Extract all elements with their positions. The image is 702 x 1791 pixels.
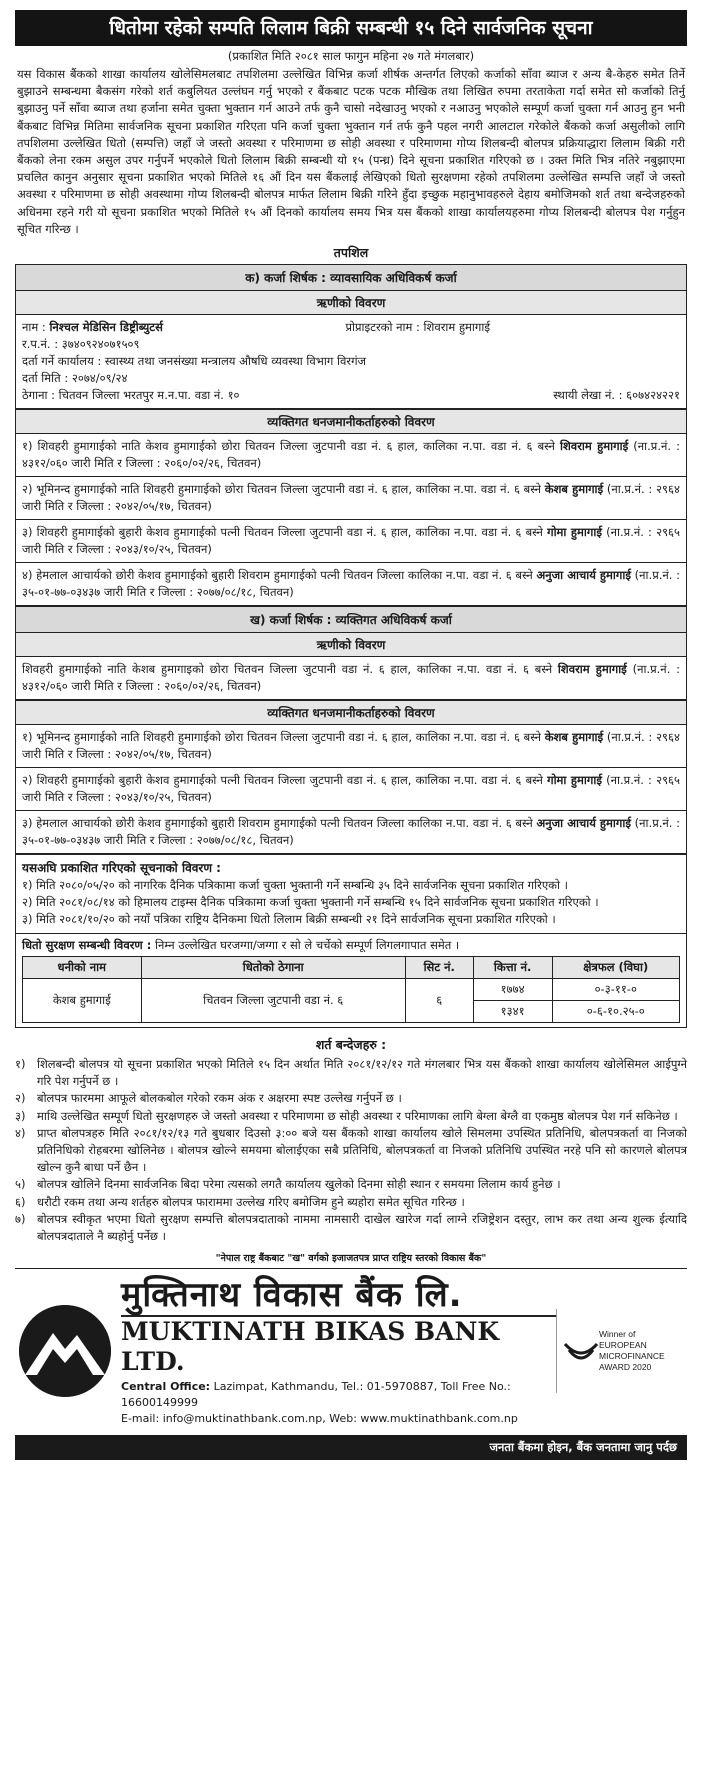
registration-office: दर्ता गर्ने कार्यालय : स्वास्थ्य तथा जनसंख्या मन्त्रालय औषधि व्यवस्था विभाग विरगंज bbox=[22, 354, 367, 369]
term-item: २) बोलपत्र फारममा आफूले बोलकबोल गरेको रकम अंक र अक्षरमा स्पष्ट उल्लेख गर्नुपर्ने छ । bbox=[15, 1091, 402, 1106]
area-cell: ०-६-१०.२५-० bbox=[552, 1001, 679, 1023]
schedule-table bbox=[15, 264, 687, 1028]
pan-number: र.प.नं. : ३७४०९२४०७१५०९ bbox=[22, 337, 140, 352]
section-a-guarantor-heading: व्यक्तिगत धनजमानीकर्ताहरुको विवरण bbox=[16, 409, 686, 434]
kitta-cell: १७७४ bbox=[473, 979, 552, 1001]
previous-notice-item: ३) मिति २०८१/१०/२० को नयाँ पत्रिका राष्ट्रिय दैनिकमा धितो लिलाम बिक्री सम्बन्धी २१ दिने सार्वजनिक सूचना प्रकाशित गरिएको । bbox=[22, 912, 556, 927]
borrower-address: ठेगाना : चितवन जिल्ला भरतपुर म.न.पा. वडा नं. १० bbox=[22, 388, 240, 403]
registration-date: दर्ता मिति : २०७४/०९/२४ bbox=[22, 371, 128, 386]
guarantor-item: १) शिवहरी हुमागाईको नाति केशव हुमागाईको छोरा चितवन जिल्ला जुटपानी वडा नं. ६ हाल, कालिका न.पा. वडा नं. ६ बस्ने शिवराम हुमागाई (ना.प्र.नं. : ४३१२/०६० जारी मिति र जिल्ला : २०६०/०२/२६, चितवन) bbox=[16, 434, 686, 477]
award-badge bbox=[556, 1309, 683, 1393]
bank-tagline: जनता बैंकमा होइन, बैंक जनतामा जानु पर्दछ bbox=[15, 1435, 687, 1460]
sheet-cell: ६ bbox=[405, 979, 473, 1023]
security-details bbox=[16, 933, 686, 1027]
bank-name-nepali: मुक्तिनाथ विकास बैंक लि. bbox=[121, 1275, 463, 1316]
term-item: ६) धरौटी रकम तथा अन्य शर्तहरु बोलपत्र फाराममा उल्लेख गरिए बमोजिम हुने ब्यहोरा समेत सूचित गरिन्छ । bbox=[15, 1194, 465, 1209]
owner-cell: केशब हुमागाई bbox=[23, 979, 142, 1023]
term-item: ५) बोलपत्र खोलिने दिनमा सार्वजनिक बिदा परेमा त्यसको लगतै कार्यालय खुलेको दिनमा सोही स्थान र समयमा लिलाम कार्य हुनेछ । bbox=[15, 1177, 561, 1192]
location-cell: चितवन जिल्ला जुटपानी वडा नं. ६ bbox=[141, 979, 405, 1023]
previous-notice-item: १) मिति २०८०/०५/२० को नागरिक दैनिक पत्रिकामा कर्जा चुक्ता भुक्तानी गर्ने सम्बन्धि ३५ दिने सार्वजनिक सूचना प्रकाशित गरिएको । bbox=[22, 878, 569, 893]
section-a-borrower-heading: ऋणीको विवरण bbox=[16, 291, 686, 315]
schedule-heading: तपशिल bbox=[333, 245, 369, 261]
bank-branding bbox=[15, 1268, 687, 1427]
section-b-borrower-heading: ऋणीको विवरण bbox=[16, 633, 686, 657]
previous-notices-heading: यसअघि प्रकाशित गरिएको सूचनाको विवरण : bbox=[22, 861, 221, 876]
bank-name-block bbox=[111, 1275, 556, 1427]
term-item: ७) बोलपत्र स्वीकृत भएमा धितो सुरक्षण सम्पत्ति बोलपत्रदाताको नाममा नामसारी दाखेल खारेज गर्दा लाग्ने रजिष्ट्रेशन दस्तुर, लाभ कर तथा अन्य शुल्क ईत्यादि बोलपत्रदाताले नै ब्यहोर्नु पर्नेछ । bbox=[15, 1211, 687, 1244]
guarantor-item: ४) हेमलाल आचार्यको छोरी केशव हुमागाईको बुहारी शिवराम हुमागाईको पत्नी चितवन जिल्ला कालिका न.पा. वडा नं. ६ बस्ने अनुजा आचार्य हुमागाई (ना.प्र.नं. : ३५-०१-७७-०३४३७ जारी मिति र जिल्ला : २०७७/०८/१८, चितवन) bbox=[16, 563, 686, 606]
terms-heading: शर्त बन्देजहरु : bbox=[315, 1037, 387, 1053]
column-header: सिट नं. bbox=[405, 957, 473, 979]
award-icon bbox=[563, 1336, 599, 1366]
table-row bbox=[23, 979, 680, 1001]
guarantor-item: ३) शिवहरी हुमागाईको बुहारी केशव हुमागाईको पत्नी चितवन जिल्ला जुटपानी वडा नं. ६ हाल, कालिका न.पा. वडा नं. ६ बस्ने गोमा हुमागाई (ना.प्र.नं. : २९६५ जारी मिति र जिल्ला : २०४३/१०/२५, चितवन) bbox=[16, 520, 686, 563]
column-header: कित्ता नं. bbox=[473, 957, 552, 979]
kitta-cell: १३४१ bbox=[473, 1001, 552, 1023]
previous-notice-item: २) मिति २०८१/०८/१४ को हिमालय टाइम्स दैनिक पत्रिकामा कर्जा चुक्ता भुक्तानी गर्ने सम्बन्धि १५ दिने सार्वजनिक सूचना प्रकाशित गरिएको । bbox=[22, 895, 599, 910]
guarantor-item: २) शिवहरी हुमागाईको बुहारी केशव हुमागाईको पत्नी चितवन जिल्ला जुटपानी वडा नं. ६ हाल, कालिका न.पा. वडा नं. ६ बस्ने गोमा हुमागाई (ना.प्र.नं. : २९६५ जारी मिति र जिल्ला : २०४३/१०/२५, चितवन) bbox=[16, 768, 686, 811]
email-web: E-mail: info@muktinathbank.com.np, Web: www.muktinathbank.com.np bbox=[121, 1412, 518, 1426]
guarantor-item: ३) हेमलाल आचार्यको छोरी केशव हुमागाईको बुहारी शिवराम हुमागाईको पत्नी चितवन जिल्ला कालिका न.पा. वडा नं. ६ बस्ने अनुजा आचार्य हुमागाई (ना.प्र.नं. : ३५-०१-७७-०३४३७ जारी मिति र जिल्ला : २०७७/०८/१८, चितवन) bbox=[16, 811, 686, 854]
section-a-heading: क) कर्जा शिर्षक : व्यावसायिक अधिविकर्ष कर्जा bbox=[16, 265, 686, 291]
bank-logo-icon bbox=[19, 1305, 111, 1397]
account-number: स्थायी लेखा नं. : ६०७४२४२२१ bbox=[553, 388, 680, 403]
section-b-heading: ख) कर्जा शिर्षक : व्यक्तिगत अधिविकर्ष कर्जा bbox=[16, 606, 686, 633]
borrower-name: नाम : निश्चल मेडिसिन डिष्ट्रीब्युटर्स bbox=[22, 320, 163, 335]
publication-date: (प्रकाशित मिति २०८१ साल फागुन महिना २७ गते मंगलबार) bbox=[227, 49, 475, 63]
security-description: धितो सुरक्षण सम्बन्धी विवरण : निम्न उल्लेखित घरजग्गा/जग्गा र सो ले चर्चेको सम्पूर्ण लिगलगापात समेत । bbox=[22, 938, 460, 953]
notice-title: धितोमा रहेको सम्पति लिलाम बिक्री सम्बन्धी १५ दिने सार्वजनिक सूचना bbox=[15, 10, 687, 46]
guarantor-item: १) भूमिनन्द हुमागाईको नाति शिवहरी हुमागाईको छोरा चितवन जिल्ला जुटपानी वडा नं. ६ हाल, कालिका न.पा. वडा नं. ६ बस्ने केशब हुमागाई (ना.प्र.नं. : २९६४ जारी मिति र जिल्ला : २०४२/०५/१७, चितवन) bbox=[16, 725, 686, 768]
guarantor-item: २) भूमिनन्द हुमागाईको नाति शिवहरी हुमागाईको छोरा चितवन जिल्ला जुटपानी वडा नं. ६ हाल, कालिका न.पा. वडा नं. ६ बस्ने केशब हुमागाई (ना.प्र.नं. : २९६४ जारी मिति र जिल्ला : २०४२/०५/१७, चितवन) bbox=[16, 477, 686, 520]
notice-page bbox=[15, 0, 687, 1460]
section-b-guarantor-heading: व्यक्तिगत धनजमानीकर्ताहरुको विवरण bbox=[16, 700, 686, 725]
award-text: Winner of EUROPEAN MICROFINANCE AWARD 2020 bbox=[599, 1329, 665, 1373]
area-cell: ०-३-११-० bbox=[552, 979, 679, 1001]
bank-name-english: MUKTINATH BIKAS BANK LTD. bbox=[121, 1315, 556, 1377]
term-item: ४) प्राप्त बोलपत्रहरु मिति २०८१/१२/१३ गते बुधबार दिउसो ३:०० बजे यस बैंकको शाखा कार्यालय खोले सिमलमा उपस्थित प्रतिनिधि, बोलपत्रकर्ता वा निजको प्रतिनिधिको रोहबरमा खोलिनेछ । बोलपत्र खोल्ने समयमा बोलाईएका सबै प्रतिनिधि, बोलपत्रकर्ता वा निजको प्रतिनिधि उपस्थित नरहे पनि सो कारणले बोलपत्र खोल्न कुनै बाधा पर्ने छैन । bbox=[15, 1125, 687, 1175]
column-header: धनीको नाम bbox=[23, 957, 142, 979]
terms-list bbox=[15, 1056, 687, 1245]
section-a-borrower-details bbox=[16, 315, 686, 409]
license-note: "नेपाल राष्ट्र बैंकबाट "ख" वर्गको इजाजतपत्र प्राप्त राष्ट्रिय स्तरको विकास बैंक" bbox=[215, 1253, 487, 1265]
section-b-borrower-details: शिवहरी हुमागाईको नाति केशब हुमागाइको छोरा चितवन जिल्ला जुटपानी वडा नं. ६ हाल, कालिका न.पा. वडा नं. ६ बस्ने शिवराम हुमागाई (ना.प्र.नं. : ४३१२/०६० जारी मिति र जिल्ला : २०६०/०२/२६, चितवन) bbox=[16, 657, 686, 700]
security-table bbox=[22, 956, 680, 1023]
intro-paragraph: यस विकास बैंकको शाखा कार्यालय खोलेसिमलबाट तपशिलमा उल्लेखित विभिन्न कर्जा शीर्षक अन्तर्गत लिएको कर्जाको साँवा ब्याज र अन्य बै-केहरु समेत तिर्ने बुझाउने सम्बन्धमा बैकसंग गरेको शर्त कबुलियत उल्लंघन गर्नु भएको र बैंकबाट पटक पटक मौखिक तथा लिखित रुपमा तरताकेता गर्दा समेत सो कर्जाको तिर्नु बुझाउनु पर्ने साँवा ब्याज तथा हर्जाना समेत चुक्ता भुक्तान गर्न आउने तर्फ कुनै चासो नदेखाउनु भएको र नआउनु भएकोले सम्पूर्ण कर्जा चुक्ता गर्न आउनु हुन भनी बैंकबाट विभिन्न मितिमा सार्वजनिक सूचना प्रकाशित गरिएता पनि कर्जा चुक्ता भुक्तान गर्न तर्फ कुनै पहल नगरी आलटाल गरेकोले बैंकको कर्जा असुलीको लागि तपशिलमा उल्लेखित धितो (सम्पत्ति) जहाँ जे जस्तो अवस्था र परिमाणमा छ सोही अवस्था र परिमाणमा गोप्य शिलबन्दी बोलपत्र प्रक्रियाद्धारा लिलाम बिक्री गरी बैंकको लेना रकम असुल उपर गर्नुपर्ने भएकोले धितो लिलाम बिक्री सम्बन्धी यो १५ (पन्ध्र) दिने सूचना प्रकाशित गरिएको छ । उक्त मिति भित्र नतिरे नबुझाएमा प्रचलित कानुन अनुसार सूचना प्रकाशित भएको मितिले १६ औं दिन यस बैंकलाई लेखिएको धितो सुरक्षणमा रहेको तपशिलमा उल्लेखित सम्पत्ति जहाँ जे जस्तो अवस्था र परिमाणमा छ सोही अवस्थामा गोप्य शिलबन्दी बोलपत्र मार्फत लिलाम बिक्री गरिने हुँदा इच्छुक महानुभावहरुले देहाय बमोजिमको शर्त तथा बन्देजहरुको अधिनमा रहने गरी यो सूचना प्रकाशित भएको मितिले १५ औं दिनको कार्यालय समय भित्र यस बैंकको शाखा कार्यालयहरुमा गोप्य शिलबन्दी बोलपत्र पेश गर्नुहुन सूचित गरिन्छ । bbox=[17, 67, 685, 236]
term-item: ३) माथि उल्लेखित सम्पूर्ण धितो सुरक्षणहरु जे जस्तो अवस्था र परिमाणमा छ सोही अवस्था र परिमाणका लागि बेग्ला बेग्लै वा एकमुष्ठ बोलपत्र पेश गर्न सकिनेछ । bbox=[15, 1108, 678, 1123]
column-header: क्षेत्रफल (विघा) bbox=[552, 957, 679, 979]
column-header: धितोको ठेगाना bbox=[141, 957, 405, 979]
central-office: Central Office: Lazimpat, Kathmandu, Tel.: 01-5970887, Toll Free No.: 16600149999 bbox=[121, 1380, 511, 1410]
previous-notices bbox=[16, 854, 686, 933]
proprietor-name: प्रोप्राइटरको नाम : शिवराम हुमागाई bbox=[345, 320, 490, 335]
term-item: १) शिलबन्दी बोलपत्र यो सूचना प्रकाशित भएको मितिले १५ दिन अर्थात मिति २०८१/१२/१२ गते मंगलबार भित्र यस बैंकको शाखा कार्यालय खोलेसिमल आईपुग्ने गरि पेश गर्नुपर्ने छ । bbox=[15, 1057, 687, 1089]
